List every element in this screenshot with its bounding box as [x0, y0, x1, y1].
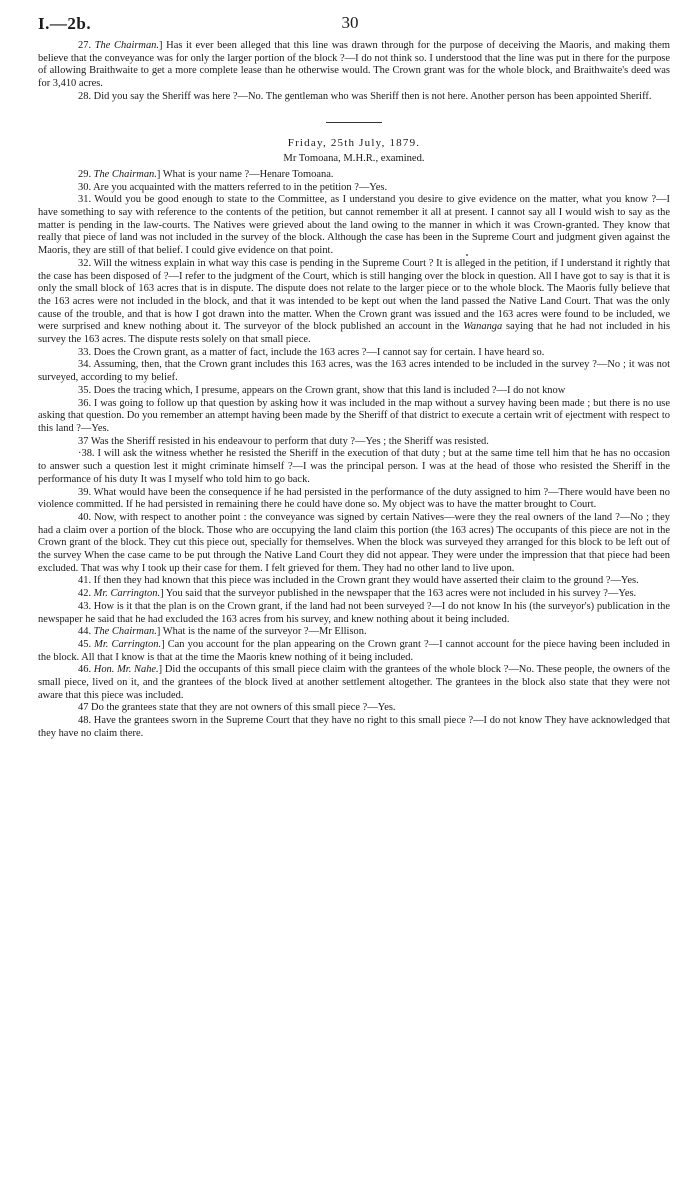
session-date: Friday, 25th July, 1879.	[287, 136, 421, 149]
question-number: 34.	[78, 359, 92, 371]
question-text: What would have been the consequence if he had persisted in the performance of the duty assigned to him ?—There would have been no violence committed. If he had persisted in remaining there he could have done so. My object was to have the matter brought to Court.	[38, 486, 670, 511]
speaker-name: The Chairman.	[94, 40, 159, 51]
question-paragraph	[38, 436, 670, 449]
question-text: Does the Crown grant, as a matter of fact, include the 163 acres ?—I cannot say for certain. I have heard so.	[93, 346, 545, 358]
question-number: 27.	[78, 40, 92, 51]
page-header	[22, 0, 678, 40]
question-text: Do the grantees state that they are not owners of this small piece ?—Yes.	[91, 702, 396, 714]
question-number: 43.	[78, 600, 92, 612]
question-paragraph: 29. The Chairman.] What is your name ?—Henare Tomoana.	[78, 168, 334, 180]
question-text: Did the occupants of this small piece claim with the grantees of the whole block ?—No. These people, the owners of the small piece, lived on it, and the grantees of the block lived at another settlement altogether. The grantees in the block also state that they were not aware that this piece was included.	[38, 664, 670, 701]
question-paragraph	[38, 385, 670, 398]
question-paragraph: 44. The Chairman.] What is the name of the surveyor ?—Mr Ellison.	[78, 626, 367, 638]
question-number: 48.	[78, 715, 92, 727]
speaker-name: Mr. Carrington.	[94, 638, 162, 650]
question-number: ·38.	[78, 448, 95, 460]
question-text: What is your name ?—Henare Tomoana.	[162, 168, 334, 180]
question-text: If then they had known that this piece was included in the Crown grant they would have asserted their claim to the ground ?—Yes.	[93, 575, 639, 587]
question-number: 30.	[78, 181, 92, 193]
question-paragraph	[38, 601, 670, 626]
questions-after-session	[38, 169, 670, 741]
question-paragraph	[38, 258, 670, 347]
question-number: 44.	[78, 626, 92, 638]
question-text: I was going to follow up that question by asking how it was included in the map without a survey having been made ; but there is no use asking that question. Do you remember an attempt having been made by the Sheriff of that district to execute a certain writ of ejectment with respect to this land ?—Yes.	[38, 397, 671, 434]
question-text: Now, with respect to another point : the conveyance was signed by certain Natives—were they the real owners of the land ?—No ; they had a claim over a portion of the block. Those who are occupying the land claim this portion (the 163 acres) The occupants of this piece are not in the Crown grant of the block. They cut this piece out, specially for themselves. When the block was surveyed they arranged for this block to be left out of the survey When the case came to be put through the Native Land Court they did not appear. They were under the impression that that piece had been excluded. That was why I took up their case for them. I felt grieved for them. They had no other land to live upon.	[38, 511, 670, 574]
question-paragraph: 42. Mr. Carrington.] You said that the surveyor published in the newspaper that the 163 acres were not included in his survey ?—Yes.	[78, 588, 637, 600]
question-text: You said that the surveyor published in the newspaper that the 163 acres were not included in his survey ?—Yes.	[165, 588, 637, 600]
questions-before-session	[38, 40, 670, 104]
question-number: 29.	[78, 168, 92, 180]
question-paragraph	[38, 487, 670, 512]
question-text: How is it that the plan is on the Crown grant, if the land had not been surveyed ?—I do not know In his (the surveyor's) publication in the newspaper he said that he had excluded the 163 acres from his survey, and knew nothing about it being included.	[38, 600, 670, 625]
document-body	[22, 40, 678, 741]
question-number: 46.	[78, 664, 92, 676]
section-divider	[326, 122, 382, 123]
question-text: Has it ever been alleged that this line was drawn through for the purpose of deceiving the Maoris, and making them believe that the conveyance was for only the larger portion of the block ?—I do not think so. I understood that the line was put in there for the purpose of allowing Braithwaite to get a more complete lease than he otherwise would. The Crown grant was for the whole block, and Braithwaite's deed was for 3,410 acres.	[38, 40, 670, 90]
question-number: 41.	[78, 575, 92, 587]
question-number: 36.	[78, 397, 92, 409]
question-paragraph	[38, 575, 670, 588]
question-number: 33.	[78, 346, 92, 358]
question-number: 47	[78, 702, 89, 714]
question-number: 37	[78, 435, 89, 447]
question-text: I will ask the witness whether he resisted the Sheriff in the execution of that duty ; but at the same time tell him that he has no occasion to answer such a question lest it might criminate himself ?—I was the principal person. I was at the head of those who resisted the Sheriff in the performance of his duty It was I myself who told him to go back.	[38, 448, 671, 485]
question-text: Are you acquainted with the matters referred to in the petition ?—Yes.	[93, 181, 388, 193]
speaker-name: The Chairman.	[93, 168, 157, 180]
question-paragraph	[38, 398, 670, 436]
question-text: Will the witness explain in what way this case is pending in the Supreme Court ? It is alleged in the petition, if I understand it rightly that the case has been disposed of ?—I refer to the judgment of the Court, which is still hanging over the block in question. All I have got to say is that it is only the small block of 163 acres that is in dispute. The dispute does not relate to the larger piece or to the whole block. The Maoris fully believe that the 163 acres were not included in the block, and that it was intended to be kept out when the land passed the Native Land Court. That was the only cause of the trouble, and that is how I got drawn into the matter. When the Crown grant was issued and the 163 acres were found to be included, we were surprised and knew nothing about it. The surveyor of the block published an account in the Wananga saying that he had not included in his survey the 163 acres. The dispute rests solely on that small piece.	[38, 257, 671, 346]
question-text: Can you account for the plan appearing on the Crown grant ?—I cannot account for the piece having been included in the block. All that I know is that at the time the Maoris knew nothing of it being included.	[38, 638, 671, 663]
question-number: 32.	[78, 257, 92, 269]
question-paragraph: 46. Hon. Mr. Nahe.] Did the occupants of this small piece claim with the grantees of the whole block ?—No. These people, the owners of the small piece, lived on it, and the grantees of the block lived at another settlement altogether. The grantees in the block also state that they were not aware that this piece was included.	[38, 664, 670, 701]
question-text: Was the Sheriff resisted in his endeavour to perform that duty ?—Yes ; the Sheriff was resisted.	[90, 435, 489, 447]
speaker-name: The Chairman.	[93, 626, 157, 638]
question-number: 35.	[78, 384, 92, 396]
witness-heading: Mr Tomoana, M.H.R., examined.	[283, 153, 425, 165]
question-number: 28.	[78, 90, 92, 102]
question-number: 42.	[78, 588, 92, 600]
question-number: 39.	[78, 486, 92, 498]
speaker-name: Mr. Carrington.	[93, 588, 161, 600]
question-number: 31.	[78, 194, 92, 206]
newspaper-name: Wananga	[463, 321, 503, 333]
question-text: Did you say the Sheriff was here ?—No. The gentleman who was Sheriff then is not here. Another person has been appointed Sheriff.	[93, 90, 652, 102]
question-number: 40.	[78, 511, 92, 523]
question-number: 45.	[78, 638, 92, 650]
question-paragraph	[38, 359, 670, 384]
stray-mark	[466, 254, 468, 256]
question-paragraph	[38, 347, 670, 360]
question-paragraph: 45. Mr. Carrington.] Can you account for the plan appearing on the Crown grant ?—I cannot account for the piece having been included in the block. All that I know is that at the time the Maoris knew nothing of it being included.	[38, 638, 671, 663]
question-paragraph	[38, 702, 670, 715]
section-reference: I.—2b.	[38, 14, 92, 33]
question-paragraph	[38, 715, 670, 740]
question-paragraph	[38, 512, 670, 576]
question-paragraph	[38, 91, 670, 104]
question-text: Assuming, then, that the Crown grant includes this 163 acres, was the 163 acres intended to be included in the survey ?—No ; it was not surveyed, according to my belief.	[38, 359, 670, 384]
page-number: 30	[341, 13, 359, 32]
speaker-name: Hon. Mr. Nahe.	[93, 664, 159, 676]
question-paragraph: 27. The Chairman.] Has it ever been alleged that this line was drawn through for the purpose of deceiving the Maoris, and making them believe that the conveyance was for only the larger portion of the block ?—I do not think so. I understood that the line was put in there for the purpose of allowing Braithwaite to get a more complete lease than he otherwise would. The Crown grant was for the whole block, and Braithwaite's deed was for 3,410 acres.	[38, 40, 670, 90]
question-paragraph	[38, 194, 670, 258]
question-text: Does the tracing which, I presume, appears on the Crown grant, show that this land is included ?—I do not know	[93, 384, 566, 396]
question-text: Would you be good enough to state to the Committee, as I understand you desire to give evidence on the matter, what you know ?—I have something to say with reference to the contents of the petition, but cannot remember it all at present. I cannot say all I would wish to say as the matter is pending in the law-courts. The Natives were grieved about the land owing to the manner in which it was Crown-granted. They know that really that piece of land was not included in the survey of the block. Although the case has been in the Supreme Court and judgment given against the Maoris, they are still of that belief. I could give evidence on that point.	[38, 194, 670, 257]
question-paragraph	[38, 448, 670, 486]
question-text: What is the name of the surveyor ?—Mr Ellison.	[162, 626, 367, 638]
question-text: Have the grantees sworn in the Supreme Court that they have no right to this small piece ?—I do not know They have acknowledged that they have no claim there.	[38, 715, 671, 739]
question-paragraph	[38, 182, 670, 195]
